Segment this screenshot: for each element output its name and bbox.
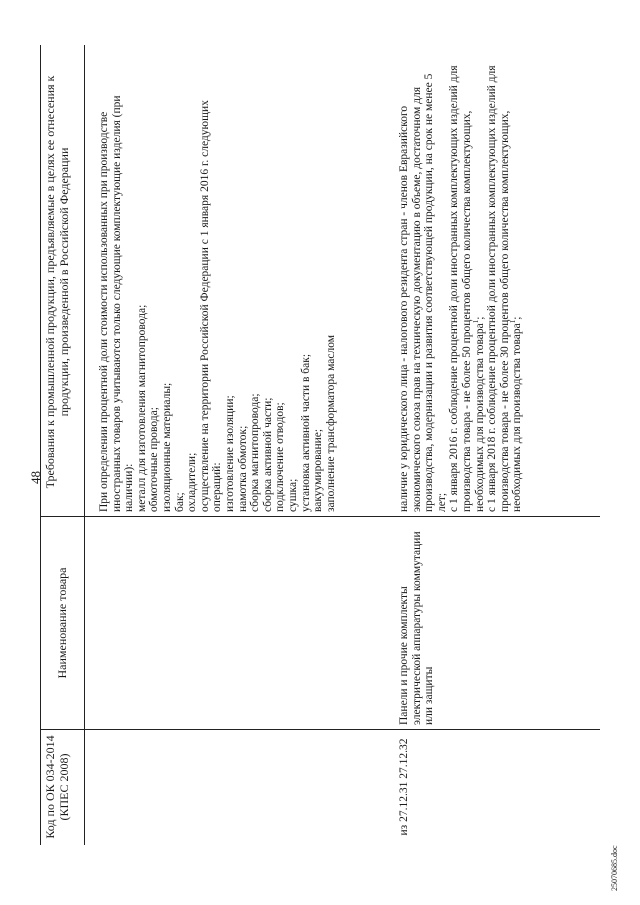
req-item: намотка обмоток; [236, 425, 249, 512]
req-item: установка активной части в бак; [299, 353, 312, 512]
document-reference: 25070685.doc [610, 845, 619, 891]
footnote-mark: 1 [471, 319, 480, 324]
req-item: с 1 января 2018 г. соблюдение процентной доли иностранных комплектующих изделий для производства товара - не более 30 процентов общего количества комплектующих, необходимых для производства товара$^1$; [486, 65, 524, 512]
req-item: охладители; [186, 452, 199, 512]
row-2-requirements [398, 62, 524, 512]
req-item: подключение отводов; [274, 402, 287, 512]
column-divider-2 [40, 516, 600, 517]
page-number: 48 [28, 471, 43, 484]
req-item: При определении процентной доли стоимости использованных при производстве иностранных товаров учитываются только следующие комплектующие изделия (при наличии): [98, 95, 136, 512]
req-item: сборка активной части; [261, 397, 274, 512]
header-name: Наименование товара [55, 567, 69, 679]
table-top-border [40, 45, 41, 845]
req-item: наличие у юридического лица - налогового резидента стран - членов Евразийского экономического союза прав на техническую документацию в объеме, достаточном для производства, модернизации и развития соответствующей продукции, на срок не менее 5 лет; [398, 73, 448, 512]
row-2-code: из 27.12.31 27.12.32 [398, 738, 410, 836]
req-item: осуществление на территории Российской Федерации с 1 января 2016 г. следующих операций: [198, 100, 224, 512]
req-item: сборка магнитопровода; [249, 393, 262, 512]
req-text: с 1 января 2016 г. соблюдение процентной доли иностранных комплектующих изделий для производства товара - не более 50 процентов общего количества комплектующих, необходимых для производства товара [448, 65, 486, 512]
column-divider-1 [40, 729, 600, 730]
req-item: обмоточные провода; [148, 407, 161, 512]
header-code: Код по ОК 034-2014 (КПЕС 2008) [43, 735, 71, 839]
row-1-requirements [98, 72, 337, 512]
req-item: с 1 января 2016 г. соблюдение процентной доли иностранных комплектующих изделий для производства товара - не более 50 процентов общего количества комплектующих, необходимых для производства товара$^1$; [448, 65, 486, 512]
req-item: изготовление изоляции; [223, 395, 236, 512]
req-item: бак; [173, 492, 186, 512]
footnote-mark: 1 [509, 319, 518, 324]
req-item: сушка; [286, 478, 299, 512]
req-item: металл для изготовления магнитопровода; [135, 304, 148, 512]
row-2-name: Панели и прочие комплекты электрической аппаратуры коммутации или защиты [398, 531, 436, 725]
header-requirements: Требования к промышленной продукции, предъявляемые в целях ее отнесения к продукции, произведенной в Российской Федерации [43, 75, 71, 489]
req-item: заполнение трансформатора маслом [324, 334, 337, 512]
req-item: изоляционные материалы; [160, 382, 173, 512]
req-item: вакуумирование; [312, 428, 325, 512]
header-bottom-border [84, 45, 85, 845]
req-text: с 1 января 2018 г. соблюдение процентной доли иностранных комплектующих изделий для производства товара - не более 30 процентов общего количества комплектующих, необходимых для производства товара [486, 65, 524, 512]
